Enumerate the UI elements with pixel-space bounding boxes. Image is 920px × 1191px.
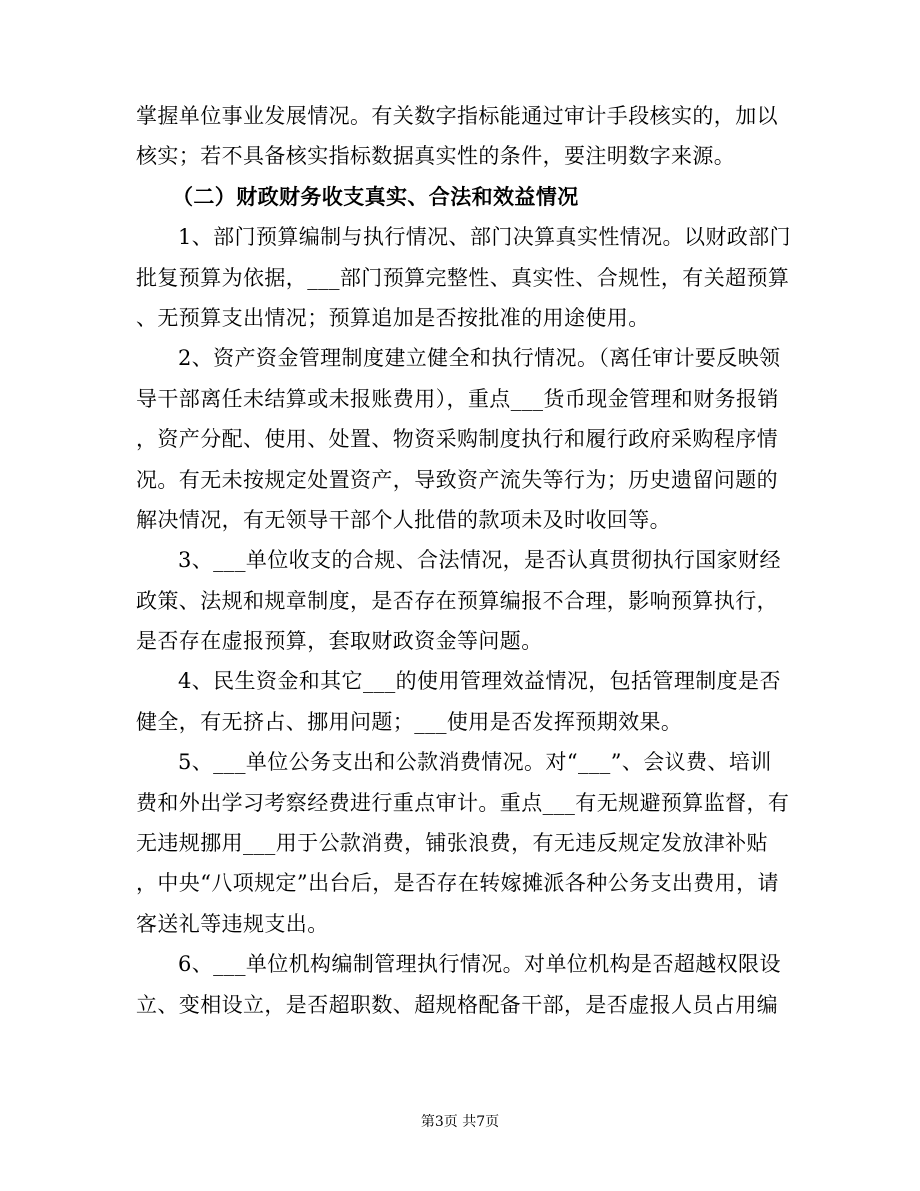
- body-line: 是否存在虚报预算，套取财政资金等问题。: [136, 629, 543, 654]
- body-line: 无违规挪用___用于公款消费，铺张浪费，有无违反规定发放津补贴: [136, 831, 768, 856]
- page-number-footer: 第3页 共7页: [420, 1114, 500, 1130]
- paragraph-start-line: 3、___单位收支的合规、合法情况，是否认真贯彻执行国家财经: [178, 548, 781, 573]
- body-line: 政策、法规和规章制度，是否存在预算编报不合理，影响预算执行，: [136, 588, 778, 613]
- body-line: 客送礼等违规支出。: [136, 911, 329, 936]
- body-line: 、无预算支出情况；预算追加是否按批准的用途使用。: [136, 305, 650, 330]
- paragraph-start-line: 2、资产资金管理制度建立健全和执行情况。（离任审计要反映领: [178, 346, 781, 371]
- body-line: 况。有无未按规定处置资产，导致资产流失等行为；历史遗留问题的: [136, 467, 778, 492]
- body-line: 解决情况，有无领导干部个人批借的款项未及时收回等。: [136, 507, 671, 532]
- body-line: 费和外出学习考察经费进行重点审计。重点___有无规避预算监督，有: [136, 790, 790, 815]
- body-line: 掌握单位事业发展情况。有关数字指标能通过审计手段核实的，加以: [136, 104, 778, 128]
- paragraph-start-line: 1、部门预算编制与执行情况、部门决算真实性情况。以财政部门: [178, 225, 791, 250]
- document-body: [136, 96, 791, 1025]
- body-line: ，资产分配、使用、处置、物资采购制度执行和履行政府采购程序情: [136, 427, 778, 452]
- paragraph-start-line: 5、___单位公务支出和公款消费情况。对“___”、会议费、培训: [178, 750, 772, 775]
- body-line: 立、变相设立，是否超职数、超规格配备干部，是否虚报人员占用编: [136, 992, 778, 1017]
- paragraph-start-line: 4、民生资金和其它___的使用管理效益情况，包括管理制度是否: [178, 669, 781, 694]
- body-line: 核实；若不具备核实指标数据真实性的条件，要注明数字来源。: [136, 144, 736, 169]
- body-line: 健全，有无挤占、挪用问题；___使用是否发挥预期效果。: [136, 709, 683, 734]
- paragraph-start-line: 6、___单位机构编制管理执行情况。对单位机构是否超越权限设: [178, 952, 781, 977]
- body-line: ，中央“八项规定”出台后，是否存在转嫁摊派各种公务支出费用，请: [136, 871, 779, 896]
- section-heading: （二）财政财务收支真实、合法和效益情况: [172, 183, 579, 209]
- body-line: 导干部离任未结算或未报账费用），重点___货币现金管理和财务报销: [136, 386, 779, 411]
- body-line: 批复预算为依据，___部门预算完整性、真实性、合规性，有关超预算: [136, 265, 790, 290]
